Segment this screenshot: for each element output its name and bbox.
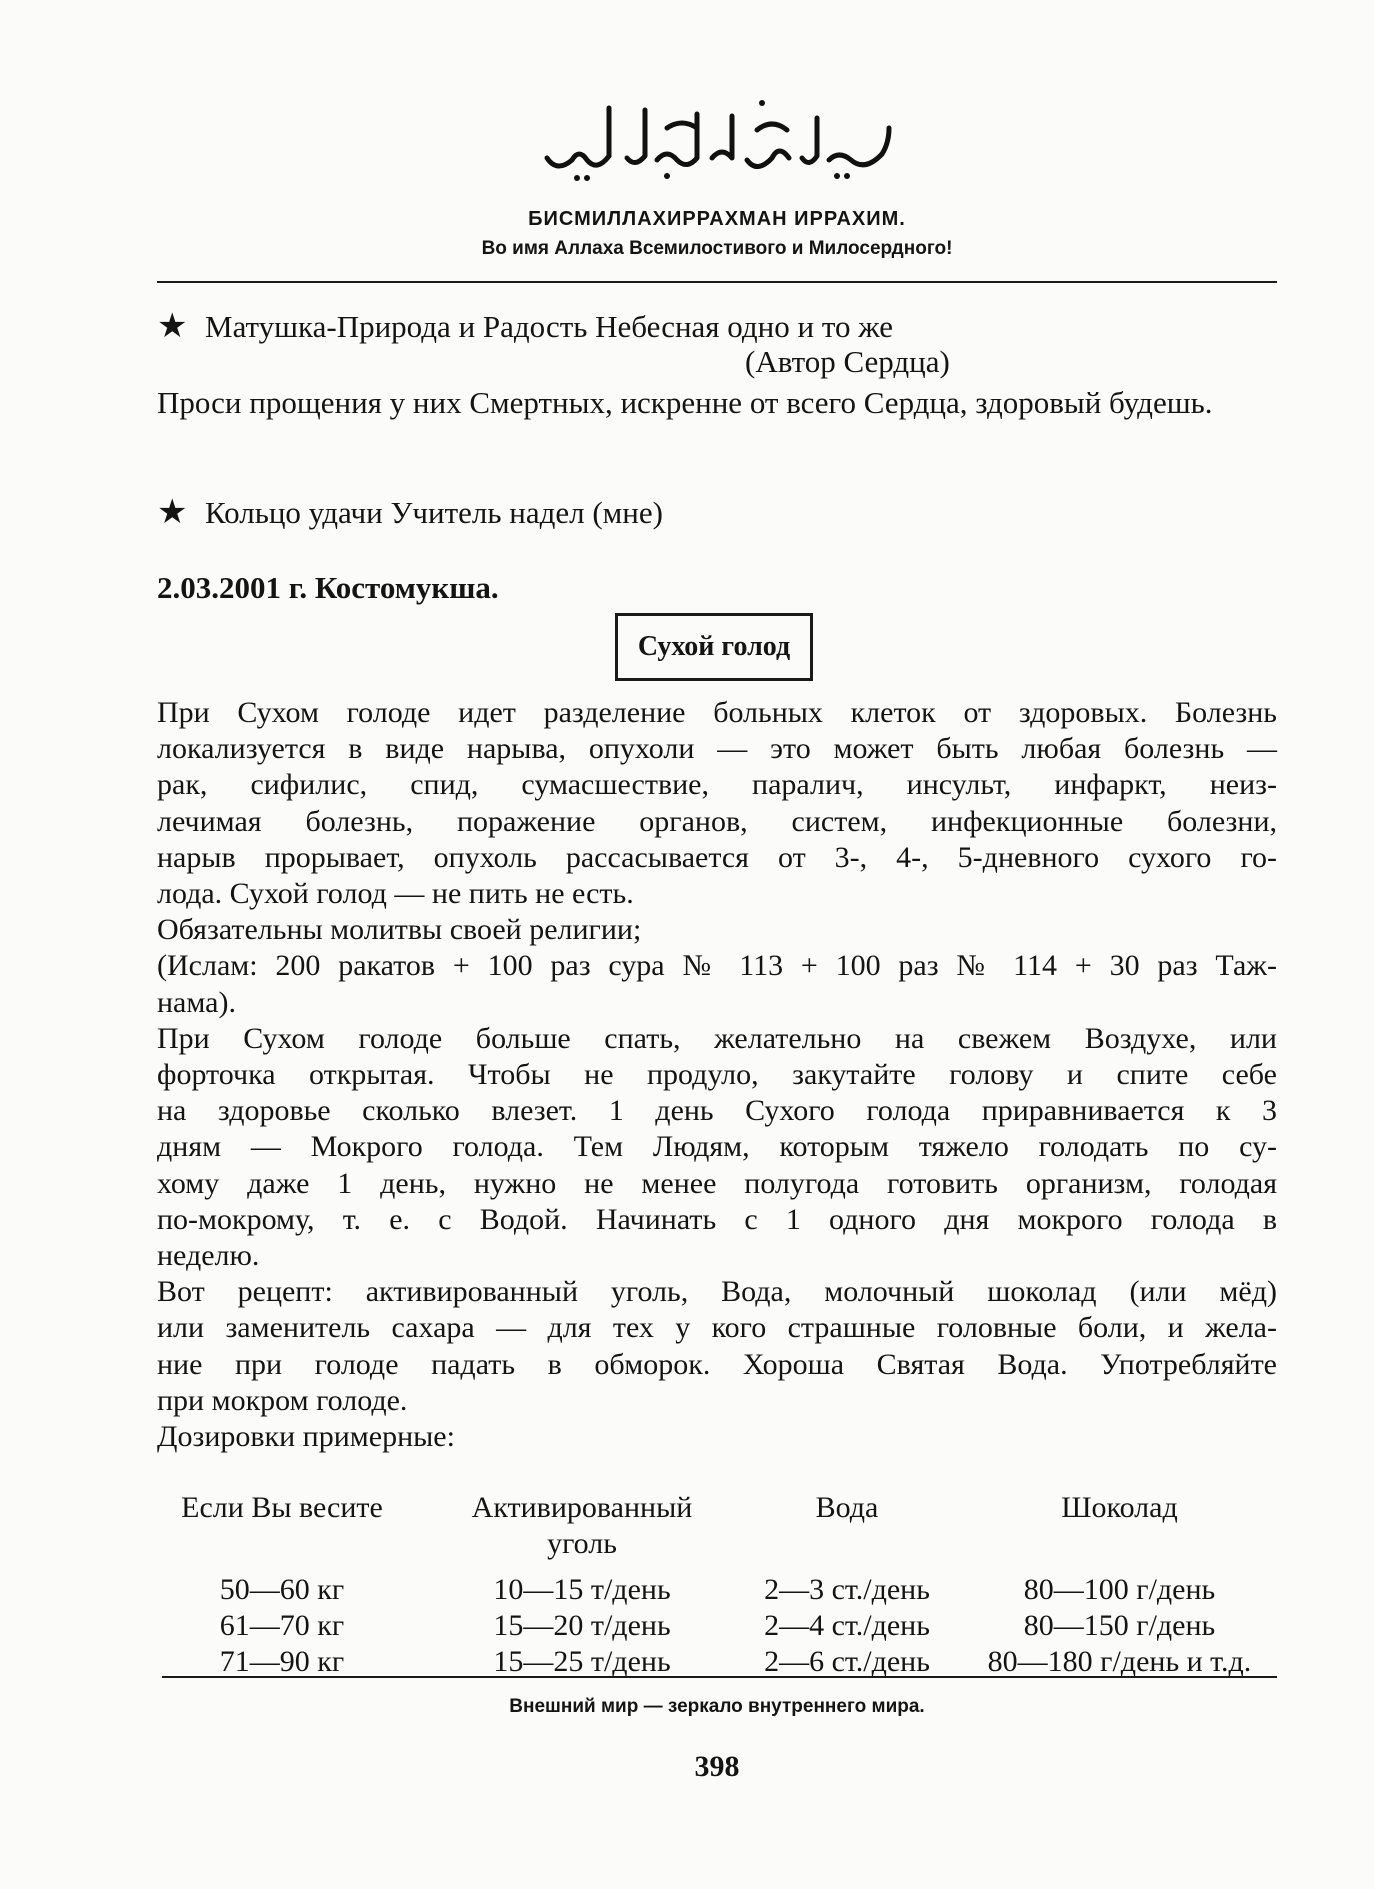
star-item-2-text: Кольцо удачи Учитель надел (мне)	[205, 495, 663, 530]
table-cell-charcoal: 10—15 т/день	[493, 1573, 671, 1606]
col-header-charcoal	[432, 1490, 732, 1562]
body-line: При Сухом голоде идет разделение больных клеток от здоровых. Болезнь	[157, 696, 1277, 729]
table-cell-charcoal: 15—20 т/день	[493, 1609, 671, 1642]
body-line: ние при голоде падать в обморок. Хороша Святая Вода. Употребляйте	[157, 1347, 1277, 1381]
body-line: При Сухом голоде больше спать, желательно на свежем Воздухе, или	[157, 1021, 1277, 1055]
col-header-charcoal-line2: уголь	[547, 1527, 617, 1560]
table-cell-water: 2—4 ст./день	[764, 1609, 930, 1642]
table-cell-water: 2—3 ст./день	[764, 1573, 930, 1606]
body-line: локализуется в виде нарыва, опухоли — это может быть любая болезнь —	[157, 732, 1277, 766]
bismillah-translation: Во имя Аллаха Всемилостивого и Милосердного!	[481, 238, 953, 259]
body-line: неделю.	[157, 1239, 260, 1273]
author-note: (Автор Сердца)	[745, 344, 950, 379]
body-line: при мокром голоде.	[157, 1383, 408, 1417]
body-line: по-мокрому, т. е. с Водой. Начинать с 1 одного дня мокрого голода в	[157, 1202, 1277, 1236]
body-line: лода. Сухой голод — не пить не есть.	[157, 877, 634, 911]
document-page	[157, 0, 1277, 1889]
col-header-charcoal-line1: Активированный	[471, 1491, 693, 1524]
page-number: 398	[694, 1750, 740, 1783]
bismillah-transliteration: БИСМИЛЛАХИРРАХМАН ИРРАХИМ.	[528, 208, 906, 230]
footer-divider	[162, 1676, 1277, 1678]
section-title: Сухой голод	[615, 613, 813, 681]
body-line: нама).	[157, 985, 236, 1019]
star-item-1	[157, 306, 893, 346]
star-icon: ★	[157, 494, 188, 531]
col-header-water: Вода	[815, 1491, 879, 1524]
basmala-calligraphy	[517, 88, 917, 188]
star-item-1-text: Матушка-Природа и Радость Небесная одно и то же	[205, 309, 894, 344]
body-line: лечимая болезнь, поражение органов, систем, инфекционные болезни,	[157, 804, 1277, 838]
body-line: на здоровье сколько влезет. 1 день Сухого голода приравнивается к 3	[157, 1094, 1277, 1128]
body-line: хому даже 1 день, нужно не менее полугода готовить организм, голодая	[157, 1166, 1277, 1200]
body-line: нарыв прорывает, опухоль рассасывается от 3-, 4-, 5-дневного сухого го-	[157, 840, 1277, 874]
col-header-chocolate: Шоколад	[1061, 1491, 1178, 1524]
body-text	[157, 695, 1277, 1455]
header-divider	[157, 281, 1277, 283]
table-cell-charcoal: 15—25 т/день	[493, 1645, 671, 1678]
body-line: (Ислам: 200 ракатов + 100 раз сура № 113 + 100 раз № 114 + 30 раз Таж-	[157, 949, 1277, 983]
date-location: 2.03.2001 г. Костомукша.	[157, 570, 499, 605]
body-line: Дозировки примерные:	[157, 1420, 455, 1454]
table-cell-chocolate: 80—180 г/день и т.д.	[987, 1645, 1252, 1678]
star-icon: ★	[157, 308, 188, 345]
table-cell-water: 2—6 ст./день	[764, 1645, 930, 1678]
table-cell-chocolate: 80—150 г/день	[1023, 1609, 1216, 1642]
footer-motto: Внешний мир — зеркало внутреннего мира.	[509, 1696, 925, 1717]
table-cell-weight: 50—60 кг	[219, 1573, 345, 1606]
body-line: дням — Мокрого голода. Тем Людям, которым тяжело голодать по су-	[157, 1130, 1277, 1164]
star-item-2	[157, 492, 663, 532]
body-line: рак, сифилис, спид, сумасшествие, паралич, инсульт, инфаркт, неиз-	[157, 768, 1277, 802]
col-header-weight: Если Вы весите	[181, 1491, 383, 1524]
table-cell-weight: 61—70 кг	[219, 1609, 345, 1642]
table-cell-chocolate: 80—100 г/день	[1023, 1573, 1216, 1606]
body-line: или заменитель сахара — для тех у кого страшные головные боли, и жела-	[157, 1311, 1277, 1345]
forgive-paragraph: Проси прощения у них Смертных, искренне от всего Сердца, здоровый будешь.	[157, 385, 1213, 420]
body-line: Вот рецепт: активированный уголь, Вода, молочный шоколад (или мёд)	[157, 1275, 1277, 1309]
body-line: Обязательны молитвы своей религии;	[157, 913, 642, 947]
body-line: форточка открытая. Чтобы не продуло, закутайте голову и спите себе	[157, 1058, 1277, 1092]
table-cell-weight: 71—90 кг	[219, 1645, 345, 1678]
